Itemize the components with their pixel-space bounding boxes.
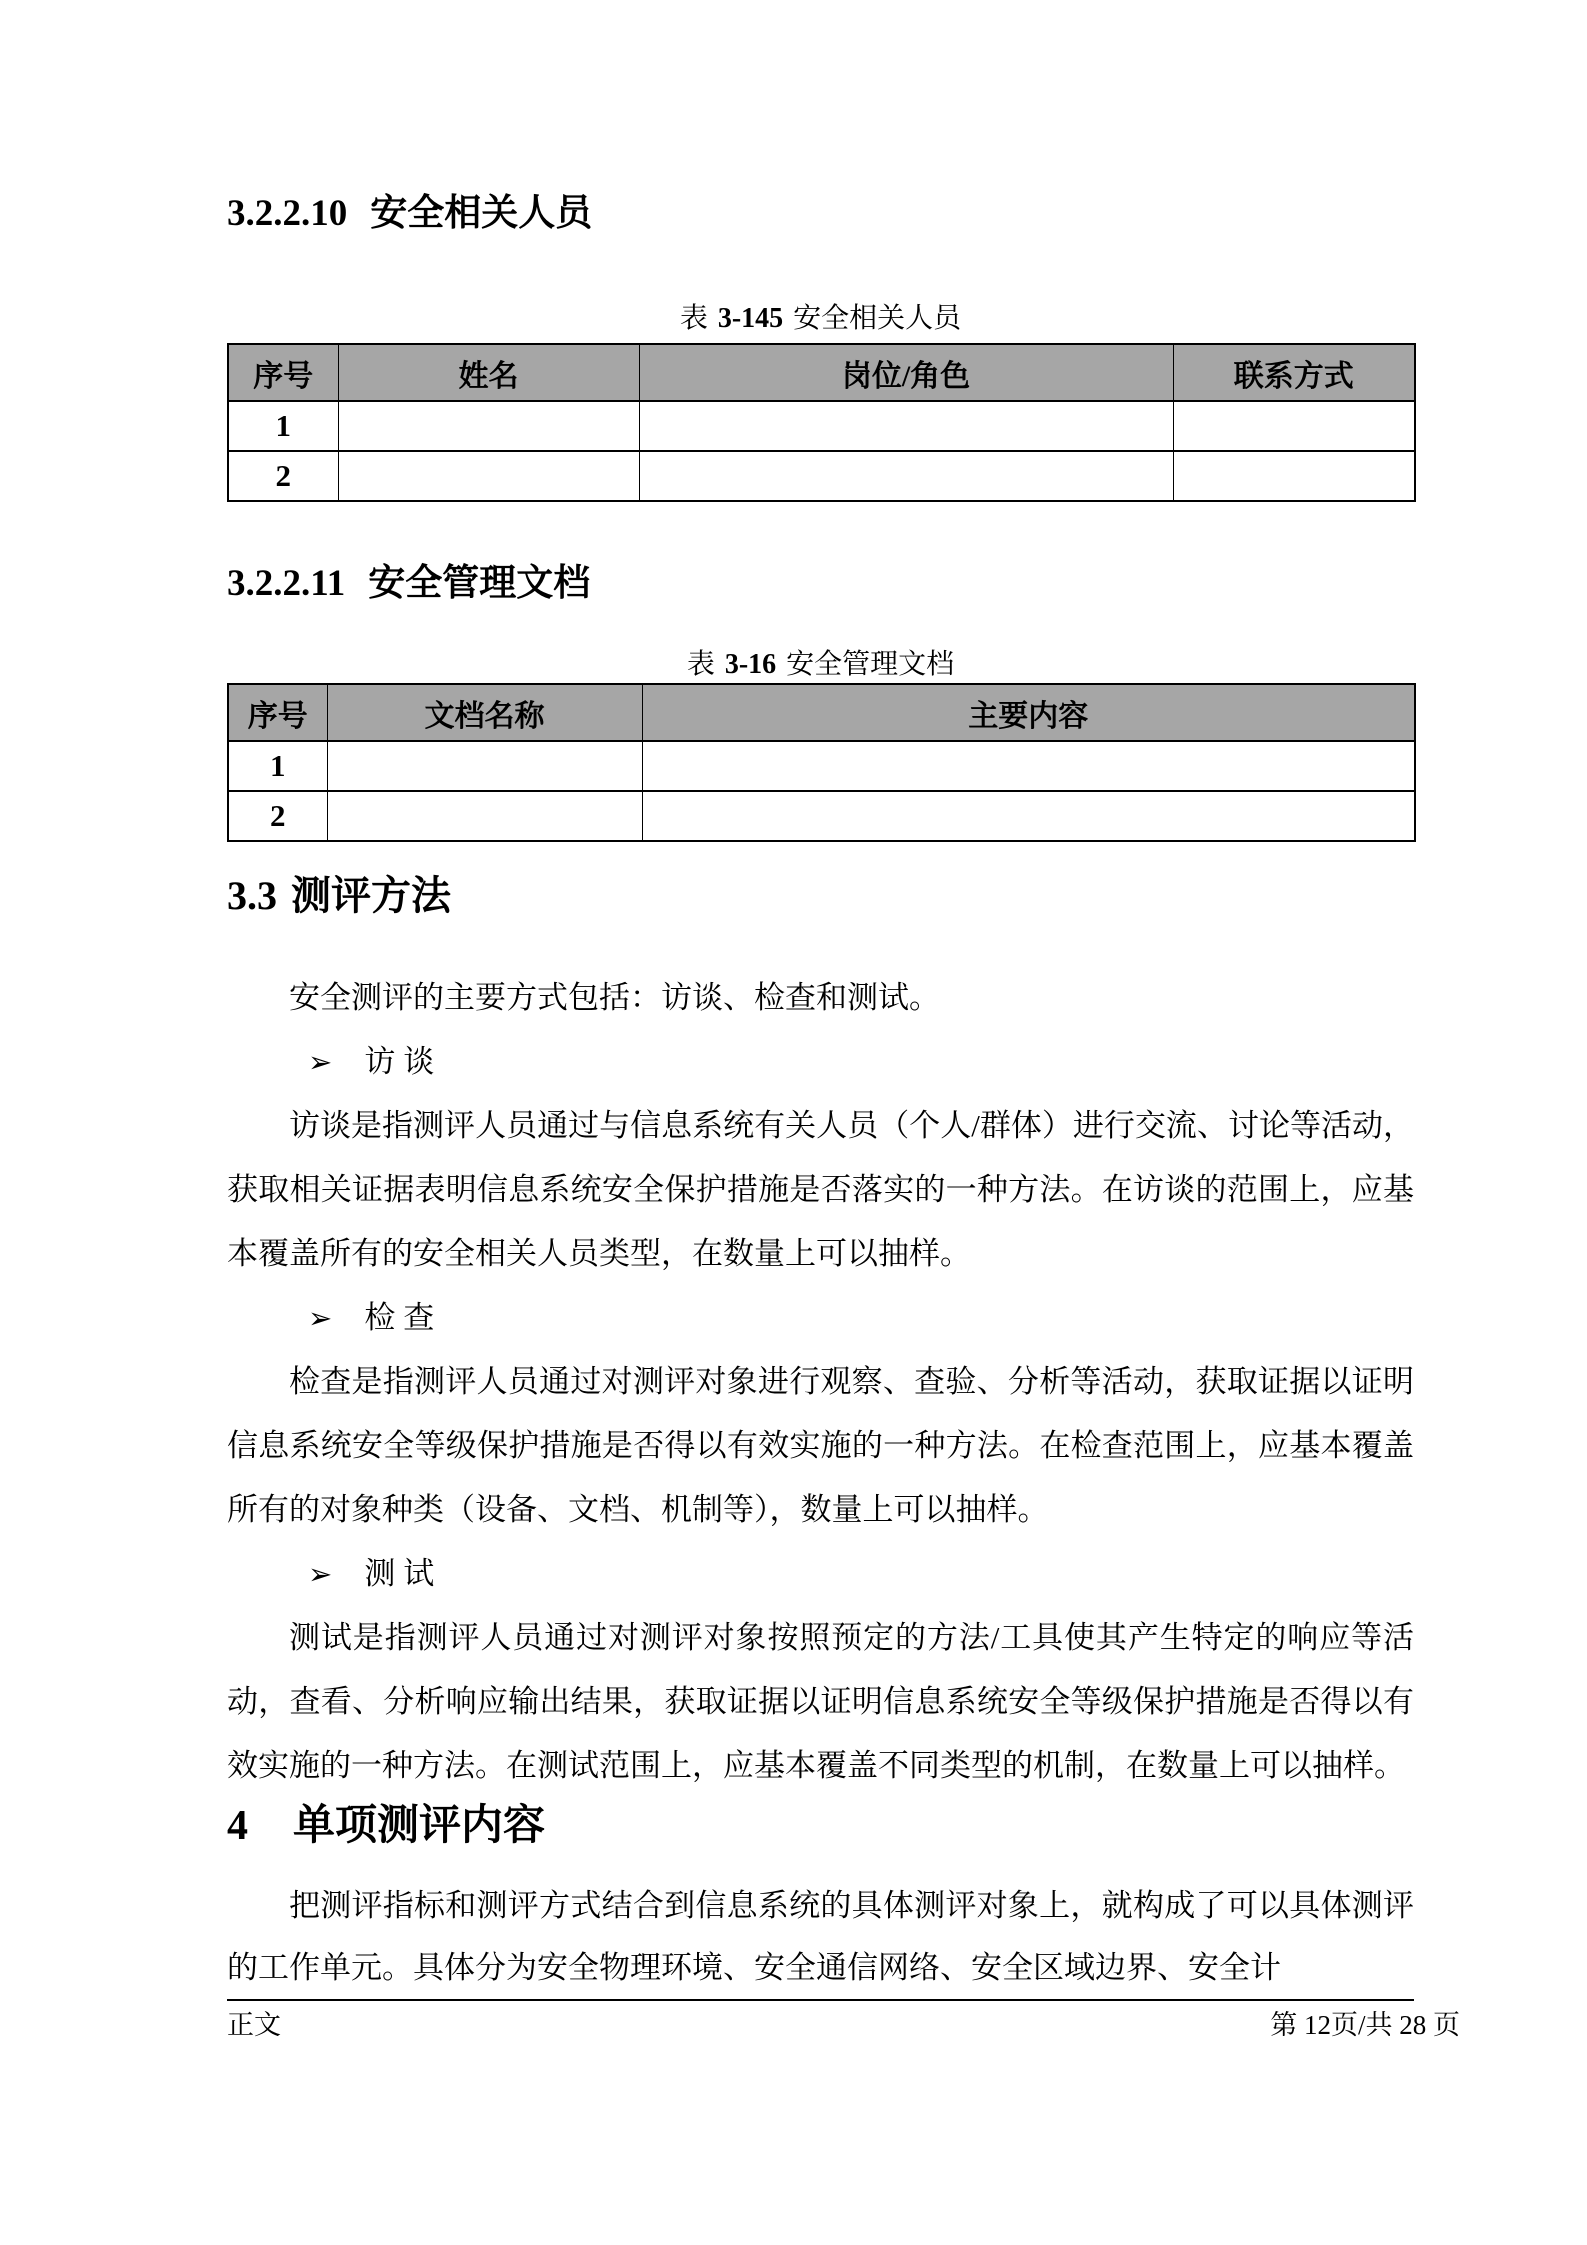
bullet-label: 访谈 <box>364 1044 443 1079</box>
footer-doc-type: 正文 <box>227 2010 281 2040</box>
empty-cell <box>639 401 1173 451</box>
arrow-bullet-icon: ➢ <box>308 1045 333 1079</box>
row-index-cell: 1 <box>228 741 327 791</box>
header-cell-content: 主要内容 <box>642 684 1415 741</box>
row-index-cell: 2 <box>228 791 327 841</box>
table-header-row <box>228 344 1415 401</box>
table-row <box>228 791 1415 841</box>
empty-cell <box>1173 401 1415 451</box>
header-cell-name: 姓名 <box>338 344 639 401</box>
footer-page-number: 第 12页/共 28 页 <box>1270 2010 1460 2040</box>
empty-cell <box>327 741 642 791</box>
empty-cell <box>642 791 1415 841</box>
table-row <box>228 741 1415 791</box>
bullet-label: 测试 <box>364 1556 443 1591</box>
bullet-label: 检查 <box>364 1300 443 1335</box>
table-caption-docs <box>227 647 1414 683</box>
row-index-cell: 2 <box>228 451 338 501</box>
heading-title: 单项测评内容 <box>293 1801 546 1848</box>
caption-number: 3-16 <box>724 649 777 680</box>
empty-cell <box>338 401 639 451</box>
section-heading-docs <box>227 560 1414 607</box>
table-header-row <box>228 684 1415 741</box>
page-footer <box>227 1999 1460 2041</box>
heading-title: 安全管理文档 <box>368 562 591 603</box>
paragraph-test: 测试是指测评人员通过对测评对象按照预定的方法/工具使其产生特定的响应等活动，查看、分析响应输出结果，获取证据以证明信息系统安全等级保护措施是否得以有效实施的一种方法。在测试范围上，应基本覆盖不同类型的机制，在数量上可以抽样。 <box>227 1620 1414 1783</box>
bullet-item-inspect <box>227 1286 1414 1350</box>
empty-cell <box>1173 451 1415 501</box>
empty-cell <box>639 451 1173 501</box>
section-heading-unit-tests <box>227 1798 1414 1853</box>
caption-title: 安全管理文档 <box>786 649 955 680</box>
table-row <box>228 451 1415 501</box>
header-cell-index: 序号 <box>228 344 338 401</box>
caption-prefix: 表 <box>686 649 715 680</box>
personnel-table <box>227 343 1416 502</box>
heading-number: 3.3 <box>227 873 277 918</box>
caption-title: 安全相关人员 <box>793 303 962 334</box>
caption-number: 3-145 <box>717 303 784 334</box>
heading-number: 4 <box>227 1803 248 1849</box>
empty-cell <box>327 791 642 841</box>
row-index-cell: 1 <box>228 401 338 451</box>
caption-prefix: 表 <box>679 303 708 334</box>
arrow-bullet-icon: ➢ <box>308 1301 333 1335</box>
arrow-bullet-icon: ➢ <box>308 1557 333 1591</box>
empty-cell <box>642 741 1415 791</box>
heading-title: 安全相关人员 <box>370 192 593 233</box>
heading-number: 3.2.2.11 <box>227 563 346 604</box>
bullet-item-interview <box>227 1030 1414 1094</box>
paragraph-closing: 把测评指标和测评方式结合到信息系统的具体测评对象上，就构成了可以具体测评的工作单元。具体分为安全物理环境、安全通信网络、安全区域边界、安全计 <box>227 1888 1414 1985</box>
docs-table <box>227 683 1416 842</box>
paragraph-intro: 安全测评的主要方式包括：访谈、检查和测试。 <box>289 980 940 1015</box>
header-cell-contact: 联系方式 <box>1173 344 1415 401</box>
header-cell-docname: 文档名称 <box>327 684 642 741</box>
heading-number: 3.2.2.10 <box>227 193 348 234</box>
paragraph-inspect: 检查是指测评人员通过对测评对象进行观察、查验、分析等活动，获取证据以证明信息系统安全等级保护措施是否得以有效实施的一种方法。在检查范围上，应基本覆盖所有的对象种类（设备、文档、机制等），数量上可以抽样。 <box>227 1364 1414 1527</box>
paragraph-interview: 访谈是指测评人员通过与信息系统有关人员（个人/群体）进行交流、讨论等活动，获取相关证据表明信息系统安全保护措施是否落实的一种方法。在访谈的范围上，应基本覆盖所有的安全相关人员类型，在数量上可以抽样。 <box>227 1108 1414 1271</box>
heading-title: 测评方法 <box>291 874 451 918</box>
table-row <box>228 401 1415 451</box>
empty-cell <box>338 451 639 501</box>
section-heading-methods <box>227 872 1414 920</box>
table-caption-personnel <box>227 301 1414 337</box>
header-cell-index: 序号 <box>228 684 327 741</box>
bullet-item-test <box>227 1542 1414 1606</box>
section-heading-personnel <box>227 190 1414 237</box>
header-cell-role: 岗位/角色 <box>639 344 1173 401</box>
